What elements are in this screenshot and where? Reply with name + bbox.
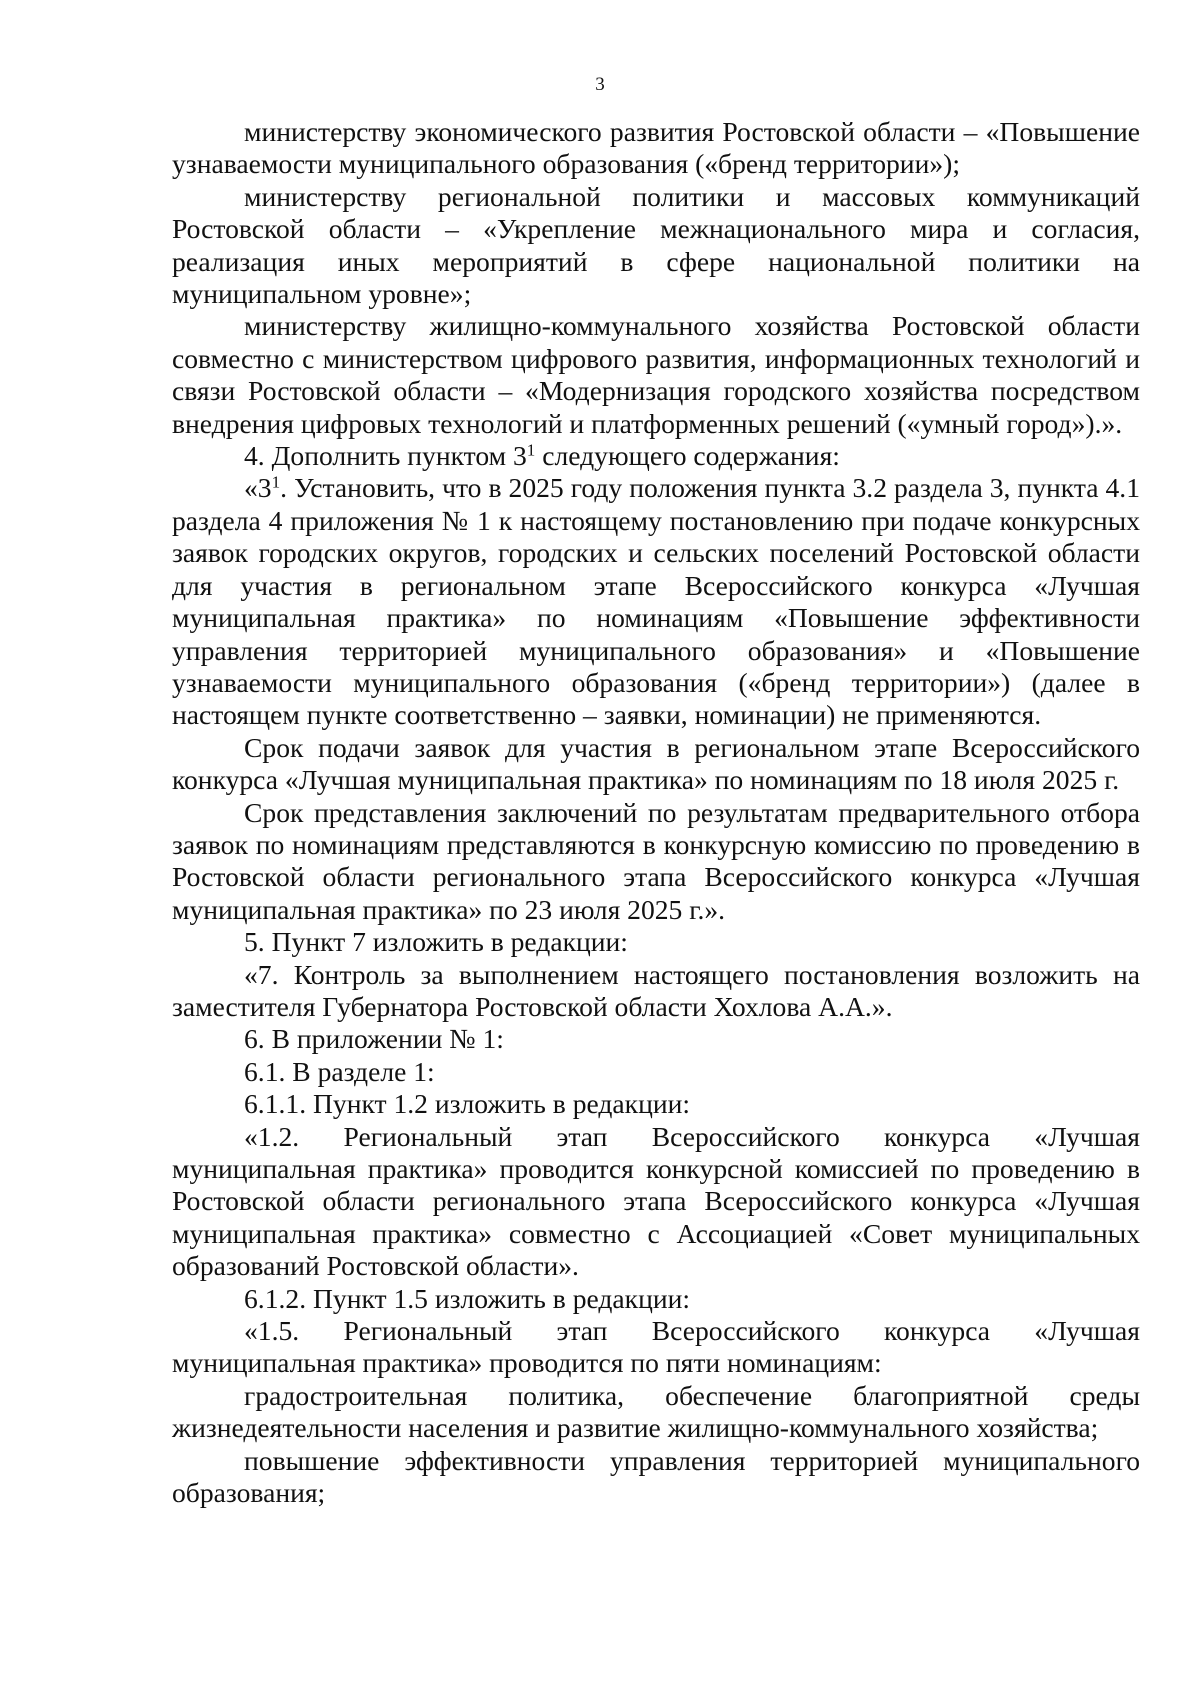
- paragraph: градостроительная политика, обеспечение благоприятной среды жизнедеятельности населения и развитие жилищно-коммунального хозяйства;: [172, 1379, 1140, 1444]
- paragraph: «1.5. Региональный этап Всероссийского конкурса «Лучшая муниципальная практика» проводится по пяти номинациям:: [172, 1315, 1140, 1379]
- paragraph-text: «3: [244, 472, 272, 504]
- paragraph: «7. Контроль за выполнением настоящего постановления возложить на заместителя Губернатора Ростовской области Хохлова А.А.».: [172, 958, 1140, 1022]
- paragraph: Срок подачи заявок для участия в региональном этапе Всероссийского конкурса «Лучшая муниципальная практика» по номинациям по 18 июля 2025 г.: [172, 731, 1140, 796]
- paragraph-item-3-1: [172, 472, 1140, 731]
- paragraph: 6.1.2. Пункт 1.5 изложить в редакции:: [244, 1282, 691, 1314]
- paragraph-text: следующего содержания:: [535, 440, 840, 472]
- page-number: 3: [595, 74, 605, 95]
- paragraph: 6.1. В разделе 1:: [244, 1055, 435, 1087]
- paragraph: 6. В приложении № 1:: [244, 1023, 504, 1055]
- superscript: 1: [271, 473, 281, 493]
- superscript: 1: [526, 440, 536, 460]
- paragraph: 5. Пункт 7 изложить в редакции:: [244, 926, 628, 958]
- paragraph-item-4: [172, 440, 1140, 472]
- paragraph: 6.1.1. Пункт 1.2 изложить в редакции:: [244, 1088, 691, 1120]
- paragraph-text: 4. Дополнить пунктом 3: [244, 440, 527, 472]
- paragraph: министерству жилищно-коммунального хозяйства Ростовской области совместно с министерством цифрового развития, информационных технологий и связи Ростовской области – «Модернизация городского хозяйства посредством внедрения цифровых технологий и платформенных решений («умный город»).».: [172, 310, 1140, 439]
- paragraph: Срок представления заключений по результатам предварительного отбора заявок по номинациям представляются в конкурсную комиссию по проведению в Ростовской области регионального этапа Всероссийского конкурса «Лучшая муниципальная практика» по 23 июля 2025 г.».: [172, 796, 1140, 925]
- document-body: [172, 116, 1140, 1509]
- paragraph: министерству региональной политики и массовых коммуникаций Ростовской области – «Укрепление межнационального мира и согласия, реализация иных мероприятий в сфере национальной политики на муниципальном уровне»;: [172, 180, 1140, 310]
- paragraph: министерству экономического развития Ростовской области – «Повышение узнаваемости муниципального образования («бренд территории»);: [172, 116, 1140, 180]
- paragraph: «1.2. Региональный этап Всероссийского конкурса «Лучшая муниципальная практика» проводится конкурсной комиссией по проведению в Ростовской области регионального этапа Всероссийского конкурса «Лучшая муниципальная практика» совместно с Ассоциацией «Совет муниципальных образований Ростовской области».: [172, 1120, 1140, 1282]
- paragraph: повышение эффективности управления территорией муниципального образования;: [172, 1444, 1140, 1509]
- paragraph-text: . Установить, что в 2025 году положения пункта 3.2 раздела 3, пункта 4.1 раздела 4 приложения № 1 к настоящему постановлению при подаче конкурсных заявок городских округов, городских и сельских поселений Ростовской области для участия в региональном этапе Всероссийского конкурса «Лучшая муниципальная практика» по номинациям «Повышение эффективности управления территорией муниципального образования» и «Повышение узнаваемости муниципального образования («бренд территории») (далее в настоящем пункте соответственно – заявки, номинации) не применяются.: [172, 472, 1140, 731]
